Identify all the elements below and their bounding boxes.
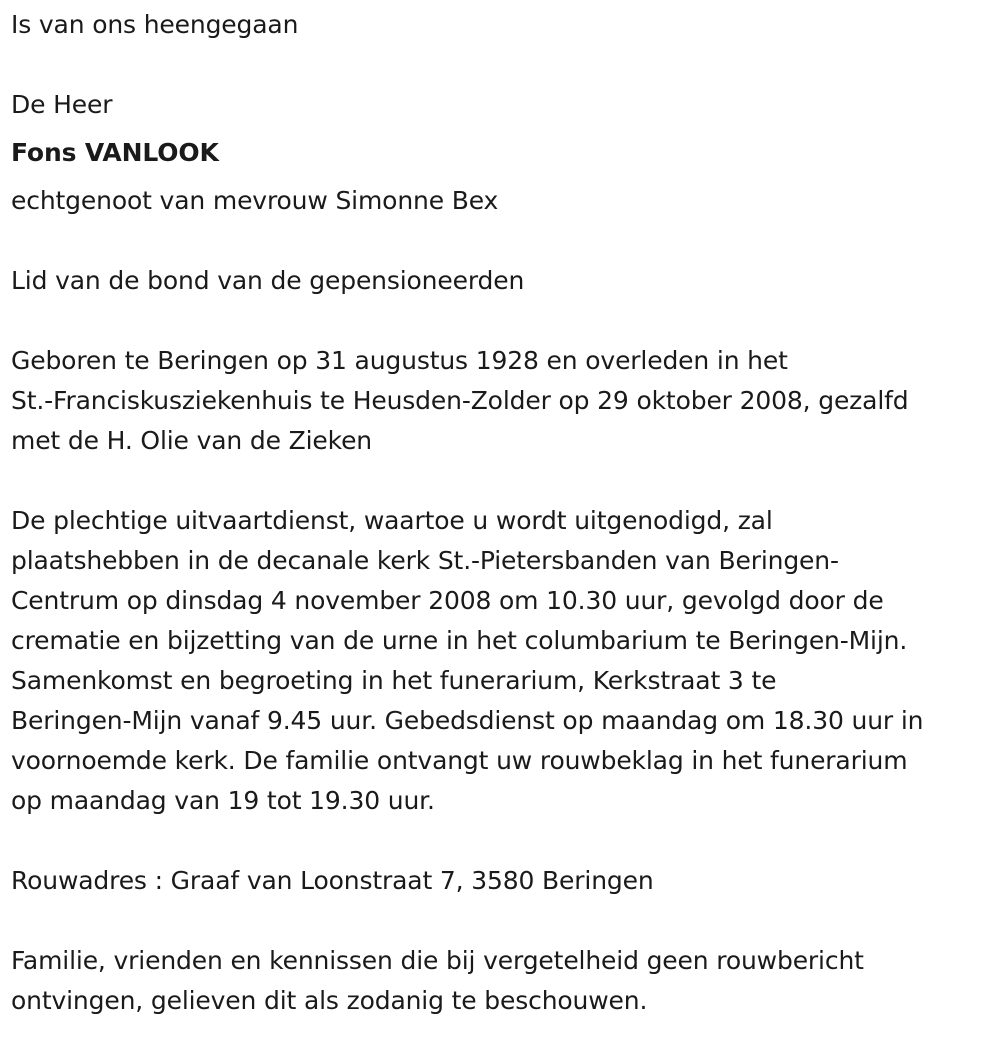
service-line: plaatshebben in de decanale kerk St.-Pietersbanden van Beringen- (11, 546, 839, 575)
service-line: Beringen-Mijn vanaf 9.45 uur. Gebedsdienst op maandag om 18.30 uur in (11, 706, 924, 735)
birth-death-line: St.-Franciskusziekenhuis te Heusden-Zolder op 29 oktober 2008, gezalfd (11, 386, 909, 415)
service-line: crematie en bijzetting van de urne in het columbarium te Beringen-Mijn. (11, 626, 908, 655)
service-line: voornoemde kerk. De familie ontvangt uw rouwbeklag in het funerarium (11, 746, 908, 775)
membership-line: Lid van de bond van de gepensioneerden (11, 266, 525, 295)
closing-line: Familie, vrienden en kennissen die bij vergetelheid geen rouwbericht (11, 946, 864, 975)
honorific: De Heer (11, 90, 113, 119)
mourning-address: Rouwadres : Graaf van Loonstraat 7, 3580 Beringen (11, 866, 654, 895)
birth-death-line: met de H. Olie van de Zieken (11, 426, 372, 455)
intro-line: Is van ons heengegaan (11, 10, 299, 39)
service-line: Samenkomst en begroeting in het funerarium, Kerkstraat 3 te (11, 666, 777, 695)
service-line: Centrum op dinsdag 4 november 2008 om 10.30 uur, gevolgd door de (11, 586, 884, 615)
deceased-name: Fons VANLOOK (11, 138, 219, 167)
service-line: De plechtige uitvaartdienst, waartoe u wordt uitgenodigd, zal (11, 506, 773, 535)
service-line: op maandag van 19 tot 19.30 uur. (11, 786, 435, 815)
closing-line: ontvingen, gelieven dit als zodanig te beschouwen. (11, 986, 648, 1015)
birth-death-line: Geboren te Beringen op 31 augustus 1928 en overleden in het (11, 346, 788, 375)
spouse-line: echtgenoot van mevrouw Simonne Bex (11, 186, 499, 215)
